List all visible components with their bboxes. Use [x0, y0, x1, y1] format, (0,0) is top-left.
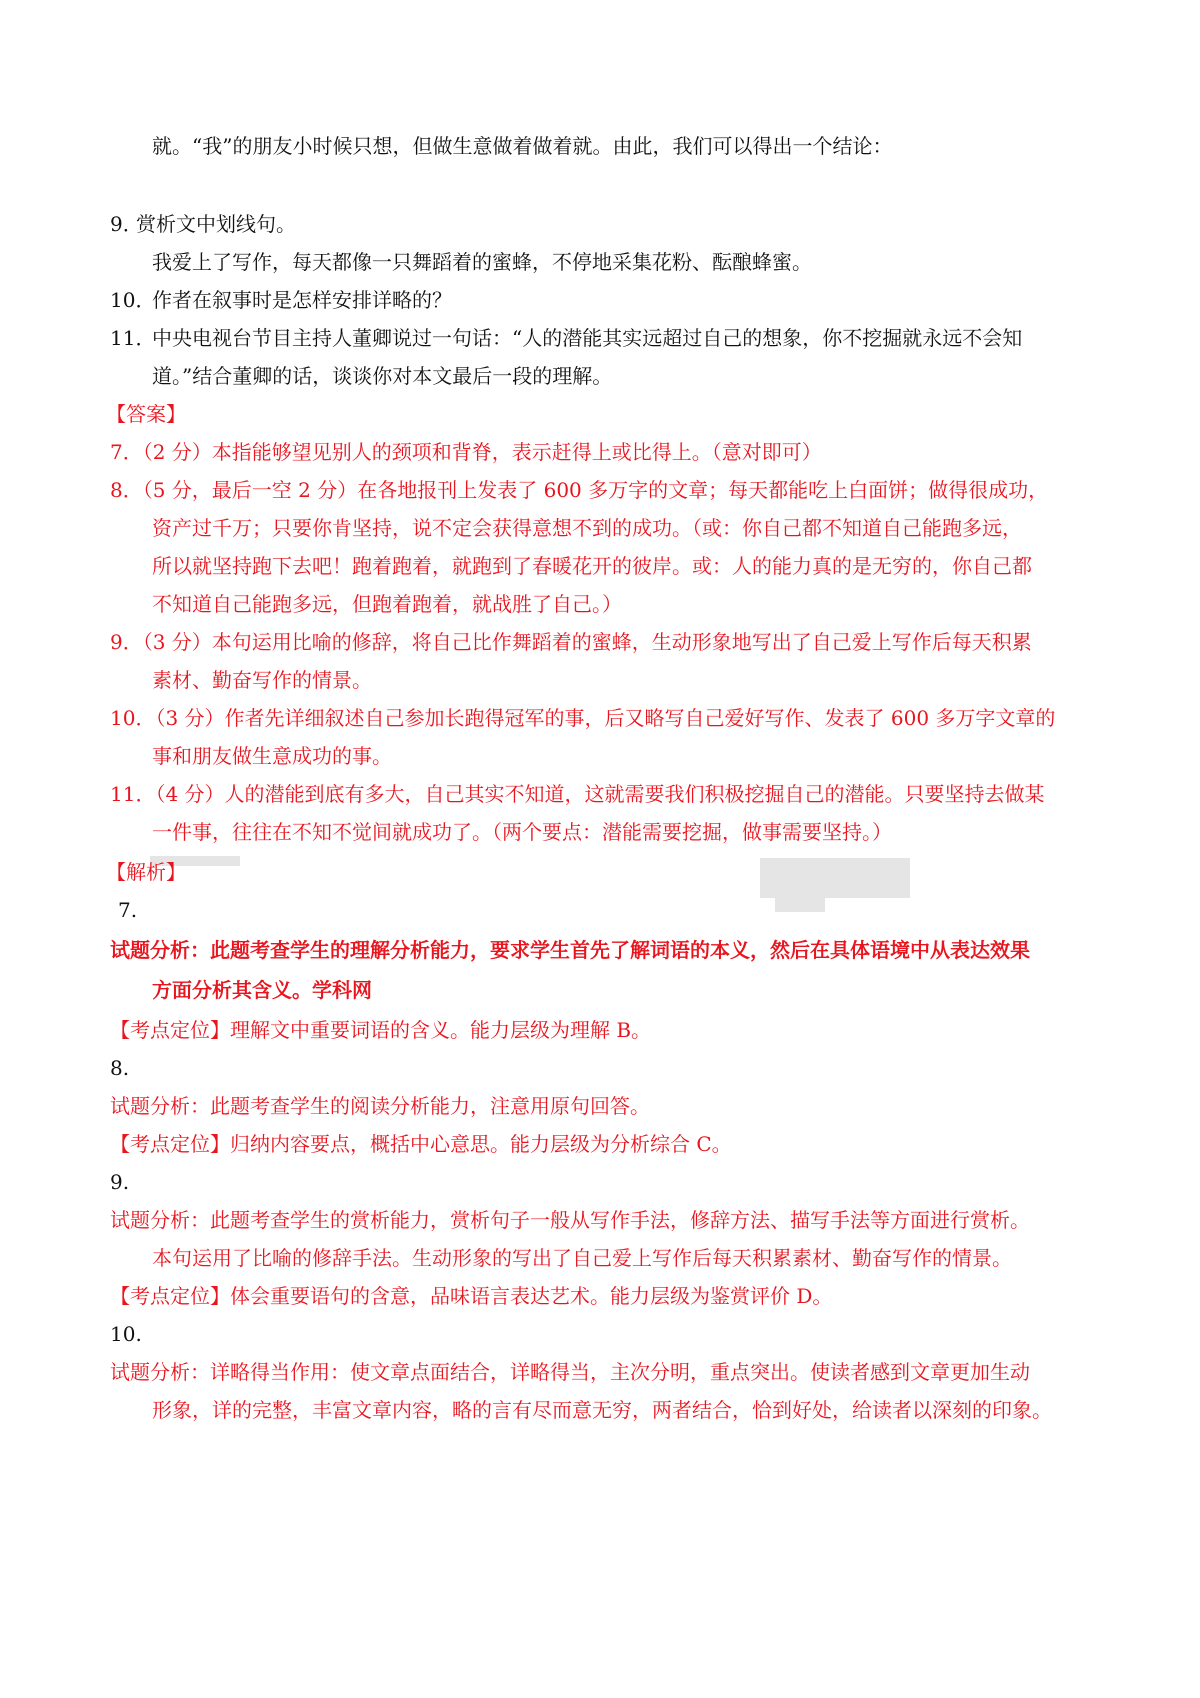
answer-11-line-2: 一件事，往往在不知不觉间就成功了。（两个要点：潜能需要挖掘，做事需要坚持。）	[152, 820, 892, 844]
answer-9-line-1: 9．（3 分）本句运用比喻的修辞，将自己比作舞蹈着的蜜蜂，生动形象地写出了自己爱上写作后每天积累	[110, 630, 1032, 654]
analysis-9-number: 9.	[110, 1170, 130, 1194]
answer-8-line-4: 不知道自己能跑多远，但跑着跑着，就战胜了自己。）	[152, 592, 622, 616]
q9-quote: 我爱上了写作，每天都像一只舞蹈着的蜜蜂，不停地采集花粉、酝酿蜂蜜。	[152, 250, 812, 274]
q11-number: 11．	[110, 326, 156, 350]
analysis-8-number: 8.	[110, 1056, 130, 1080]
answer-7: 7．（2 分）本指能够望见别人的颈项和背脊，表示赶得上或比得上。（意对即可）	[110, 440, 822, 464]
analysis-7-line-2: 方面分析其含义。学科网	[152, 978, 372, 1002]
answer-8-line-2: 资产过千万；只要你肯坚持，说不定会获得意想不到的成功。（或：你自己都不知道自己能跑多远，	[152, 516, 1022, 540]
answer-11-line-1: 11．（4 分）人的潜能到底有多大，自己其实不知道，这就需要我们积极挖掘自己的潜能。只要坚持去做某	[110, 782, 1045, 806]
keypoint-7: 【考点定位】理解文中重要词语的含义。能力层级为理解 B。	[110, 1018, 652, 1042]
analysis-10-number: 10.	[110, 1322, 142, 1346]
analysis-9-line-1: 试题分析：此题考查学生的赏析能力，赏析句子一般从写作手法，修辞方法、描写手法等方面进行赏析。	[110, 1208, 1030, 1232]
answer-9-line-2: 素材、勤奋写作的情景。	[152, 668, 372, 692]
answer-heading: 【答案】	[106, 402, 186, 426]
scan-speck	[760, 858, 910, 898]
q9-text: 赏析文中划线句。	[136, 212, 296, 236]
answer-10-line-2: 事和朋友做生意成功的事。	[152, 744, 392, 768]
analysis-10-line-1: 试题分析：详略得当作用：使文章点面结合，详略得当，主次分明，重点突出。使读者感到文章更加生动	[110, 1360, 1030, 1384]
analysis-10-line-2: 形象，详的完整，丰富文章内容，略的言有尽而意无穷，两者结合，恰到好处，给读者以深刻的印象。	[152, 1398, 1052, 1422]
q8-tail: 就。“我”的朋友小时候只想，但做生意做着做着就。由此，我们可以得出一个结论：	[152, 134, 893, 158]
q11-line-1: 中央电视台节目主持人董卿说过一句话：“人的潜能其实远超过自己的想象，你不挖掘就永远不会知	[152, 326, 1023, 350]
analysis-9-line-2: 本句运用了比喻的修辞手法。生动形象的写出了自己爱上写作后每天积累素材、勤奋写作的情景。	[152, 1246, 1012, 1270]
analysis-7-number: 7.	[118, 898, 138, 922]
scan-speck	[775, 898, 825, 912]
analysis-heading: 【解析】	[106, 860, 186, 884]
keypoint-9: 【考点定位】体会重要语句的含意，品味语言表达艺术。能力层级为鉴赏评价 D。	[110, 1284, 833, 1308]
q10-number: 10．	[110, 288, 156, 312]
analysis-7-line-1: 试题分析：此题考查学生的理解分析能力，要求学生首先了解词语的本义，然后在具体语境中从表达效果	[110, 938, 1030, 962]
keypoint-8: 【考点定位】归纳内容要点，概括中心意思。能力层级为分析综合 C。	[110, 1132, 732, 1156]
answer-8-line-1: 8．（5 分，最后一空 2 分）在各地报刊上发表了 600 多万字的文章；每天都能吃上白面饼；做得很成功，	[110, 478, 1049, 502]
q10-text: 作者在叙事时是怎样安排详略的？	[152, 288, 452, 312]
q11-line-2: 道。”结合董卿的话，谈谈你对本文最后一段的理解。	[152, 364, 613, 388]
analysis-8-text: 试题分析：此题考查学生的阅读分析能力，注意用原句回答。	[110, 1094, 650, 1118]
answer-8-line-3: 所以就坚持跑下去吧！跑着跑着，就跑到了春暖花开的彼岸。或：人的能力真的是无穷的，你自己都	[152, 554, 1032, 578]
answer-10-line-1: 10．（3 分）作者先详细叙述自己参加长跑得冠军的事，后又略写自己爱好写作、发表了 600 多万字文章的	[110, 706, 1056, 730]
q9-number: 9．	[110, 212, 143, 236]
